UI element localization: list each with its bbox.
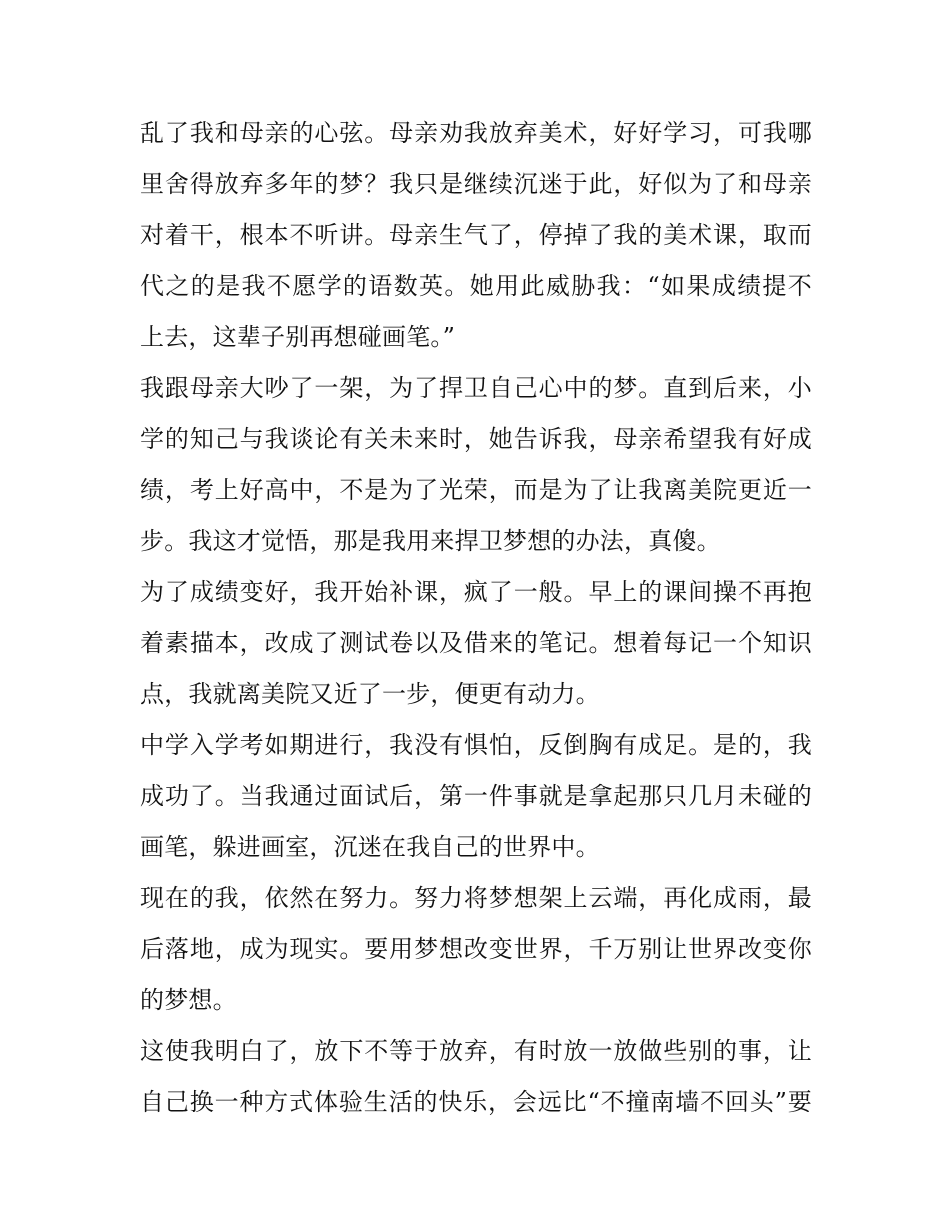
text-line: 成功了。当我通过面试后，第一件事就是拿起那只几月未碰的 [140,782,812,810]
text-line: 自己换一种方式体验生活的快乐，会远比“不撞南墙不回头”要 [140,1088,812,1116]
text-line: 点，我就离美院又近了一步，便更有动力。 [140,680,600,708]
text-line: 里舍得放弃多年的梦？我只是继续沉迷于此，好似为了和母亲 [140,170,812,198]
text-line: 步。我这才觉悟，那是我用来捍卫梦想的办法，真傻。 [140,527,721,555]
text-line: 代之的是我不愿学的语数英。她用此威胁我：“如果成绩提不 [140,272,812,300]
paragraph-3 [140,567,812,720]
text-line: 我跟母亲大吵了一架，为了捍卫自己心中的梦。直到后来，小 [140,374,812,402]
text-line: 画笔，躲进画室，沉迷在我自己的世界中。 [140,833,600,861]
text-line: 上去，这辈子别再想碰画笔。” [140,323,456,351]
text-line: 这使我明白了，放下不等于放弃，有时放一放做些别的事，让 [140,1037,812,1065]
text-line: 着素描本，改成了测试卷以及借来的笔记。想着每记一个知识 [140,629,812,657]
text-line: 绩，考上好高中，不是为了光荣，而是为了让我离美院更近一 [140,476,812,504]
paragraph-5 [140,873,812,1026]
text-line: 学的知己与我谈论有关未来时，她告诉我，母亲希望我有好成 [140,425,812,453]
text-line: 为了成绩变好，我开始补课，疯了一般。早上的课间操不再抱 [140,578,812,606]
paragraph-4 [140,720,812,873]
paragraph-6 [140,1026,812,1128]
text-line: 后落地，成为现实。要用梦想改变世界，千万别让世界改变你 [140,935,812,963]
text-line: 的梦想。 [140,986,237,1014]
paragraph-1 [140,108,812,363]
text-line: 中学入学考如期进行，我没有惧怕，反倒胸有成足。是的，我 [140,731,812,759]
text-line: 对着干，根本不听讲。母亲生气了，停掉了我的美术课，取而 [140,221,812,249]
document-body [140,108,812,1128]
paragraph-2 [140,363,812,567]
text-line: 乱了我和母亲的心弦。母亲劝我放弃美术，好好学习，可我哪 [140,119,812,147]
text-line: 现在的我，依然在努力。努力将梦想架上云端，再化成雨，最 [140,884,812,912]
